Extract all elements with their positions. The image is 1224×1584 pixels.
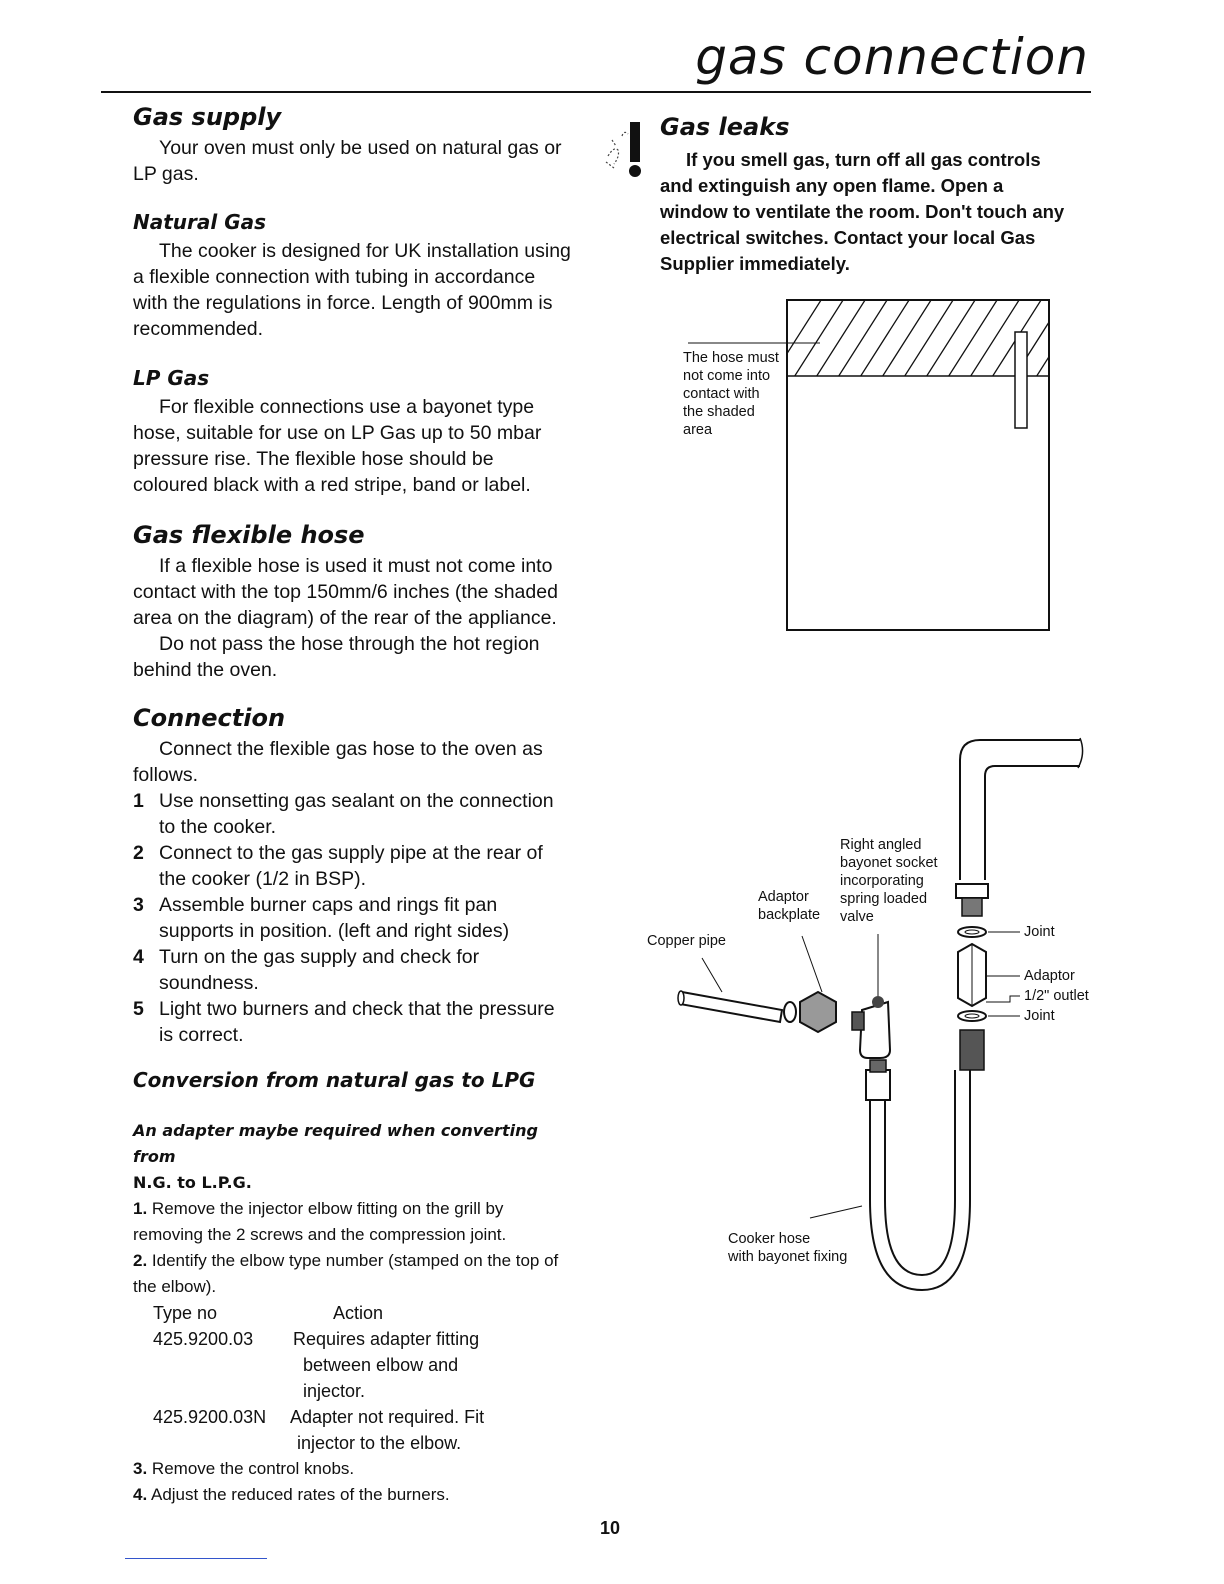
table-header-type: Type no — [153, 1303, 218, 1323]
list-item: 1 Use nonsetting gas sealant on the connection to the cooker. — [133, 790, 554, 838]
copper-pipe-label: Copper pipe — [647, 933, 726, 949]
table-cell-type: 425.9200.03 — [153, 1329, 254, 1349]
supply-pipe — [960, 740, 1080, 880]
gas-leaks-section — [660, 113, 1070, 277]
list-item: 3 Assemble burner caps and rings fit pan supports in position. (left and right sides) — [133, 894, 510, 942]
conversion-section — [133, 1068, 563, 1508]
adaptor-backplate-label: Adaptor backplate — [758, 889, 821, 923]
table-cell-action: Requires adapter fitting between elbow and injector. — [293, 1329, 480, 1401]
conversion-step3: 3. Remove the control knobs. — [133, 1459, 355, 1478]
copper-pipe — [680, 992, 782, 1022]
shaded-area-label: The hose must not come into contact with the shaded area — [683, 350, 779, 438]
thread — [962, 898, 982, 916]
joint-top-label: Joint — [1024, 924, 1055, 940]
table-header-action: Action — [333, 1303, 384, 1323]
table-cell-type: 425.9200.03N — [153, 1407, 267, 1427]
gas-supply-text: Your oven must only be used on natural gas or LP gas. — [133, 137, 562, 185]
cooker-hose-label: Cooker hose with bayonet fixing — [728, 1231, 848, 1265]
table-row — [153, 1326, 563, 1404]
page-title: gas connection — [695, 28, 1089, 86]
adaptor-label: Adaptor — [1024, 968, 1075, 984]
page-number: 10 — [600, 1518, 621, 1538]
conversion-step2: 2. Identify the elbow type number (stamped on the top of the elbow). — [133, 1251, 559, 1296]
flexible-hose-section — [133, 521, 573, 683]
gas-supply-section — [133, 103, 573, 187]
flexible-hose-para1: If a flexible hose is used it must not come into contact with the top 150mm/6 inches (the shaded area on the diagram) of the rear of the appliance. — [133, 555, 558, 629]
gas-leaks-text: If you smell gas, turn off all gas controls and extinguish any open flame. Open a window to ventilate the room. Don't touch any electrical switches. Contact your local Gas Supplier immediately. — [660, 149, 1065, 274]
natural-gas-text: The cooker is designed for UK installation using a flexible connection with tubing in accordance with the regulations in force. Length of 900mm is recommended. — [133, 240, 571, 340]
joint-bottom — [958, 1011, 986, 1021]
conversion-note-line2: N.G. to L.P.G. — [133, 1173, 252, 1192]
flexible-hose-heading: Gas flexible hose — [133, 521, 365, 549]
connection-heading: Connection — [133, 704, 286, 732]
shaded-area-diagram — [680, 296, 1060, 636]
lp-gas-section — [133, 366, 573, 498]
conversion-step1: 1. Remove the injector elbow fitting on the grill by removing the 2 screws and the compression joint. — [133, 1199, 507, 1244]
table-header-row — [153, 1300, 563, 1326]
natural-gas-section — [133, 210, 573, 342]
joint-bottom-label: Joint — [1024, 1008, 1055, 1024]
conversion-note-line1: An adapter maybe required when converting from — [133, 1121, 538, 1166]
bayonet-fitting — [866, 1070, 890, 1100]
natural-gas-heading: Natural Gas — [133, 210, 267, 234]
header-rule — [101, 91, 1091, 93]
lp-gas-heading: LP Gas — [133, 366, 210, 390]
warning-icon — [600, 116, 646, 180]
conversion-heading: Conversion from natural gas to LPG — [133, 1068, 536, 1092]
bayonet-socket-label: Right angled bayonet socket incorporating spring loaded valve — [840, 837, 938, 925]
connection-steps — [133, 788, 573, 1048]
connection-section — [133, 704, 573, 1048]
adaptor-backplate — [800, 992, 836, 1032]
gas-supply-heading: Gas supply — [133, 103, 282, 131]
conversion-step4: 4. Adjust the reduced rates of the burners. — [133, 1485, 450, 1504]
bottom-decoration-line — [125, 1558, 267, 1559]
table-row — [153, 1404, 563, 1456]
gas-pipe — [1015, 332, 1027, 428]
flexible-hose-para2: Do not pass the hose through the hot region behind the oven. — [133, 633, 540, 681]
list-item: 5 Light two burners and check that the pressure is correct. — [133, 998, 555, 1046]
table-cell-action: Adapter not required. Fit injector to the elbow. — [290, 1407, 485, 1453]
connection-intro: Connect the flexible gas hose to the oven as follows. — [133, 738, 543, 786]
lp-gas-text: For flexible connections use a bayonet type hose, suitable for use on LP Gas up to 50 mbar pressure rise. The flexible hose should be coloured black with a red stripe, band or label. — [133, 396, 542, 496]
gas-leaks-heading: Gas leaks — [660, 113, 790, 141]
hose-connector-right — [960, 1030, 984, 1070]
list-item: 2 Connect to the gas supply pipe at the rear of the cooker (1/2 in BSP). — [133, 842, 543, 890]
outlet-label: 1/2" outlet — [1024, 988, 1089, 1004]
elbow-type-table — [153, 1300, 563, 1456]
joint-top — [958, 927, 986, 937]
list-item: 4 Turn on the gas supply and check for soundness. — [133, 946, 480, 994]
